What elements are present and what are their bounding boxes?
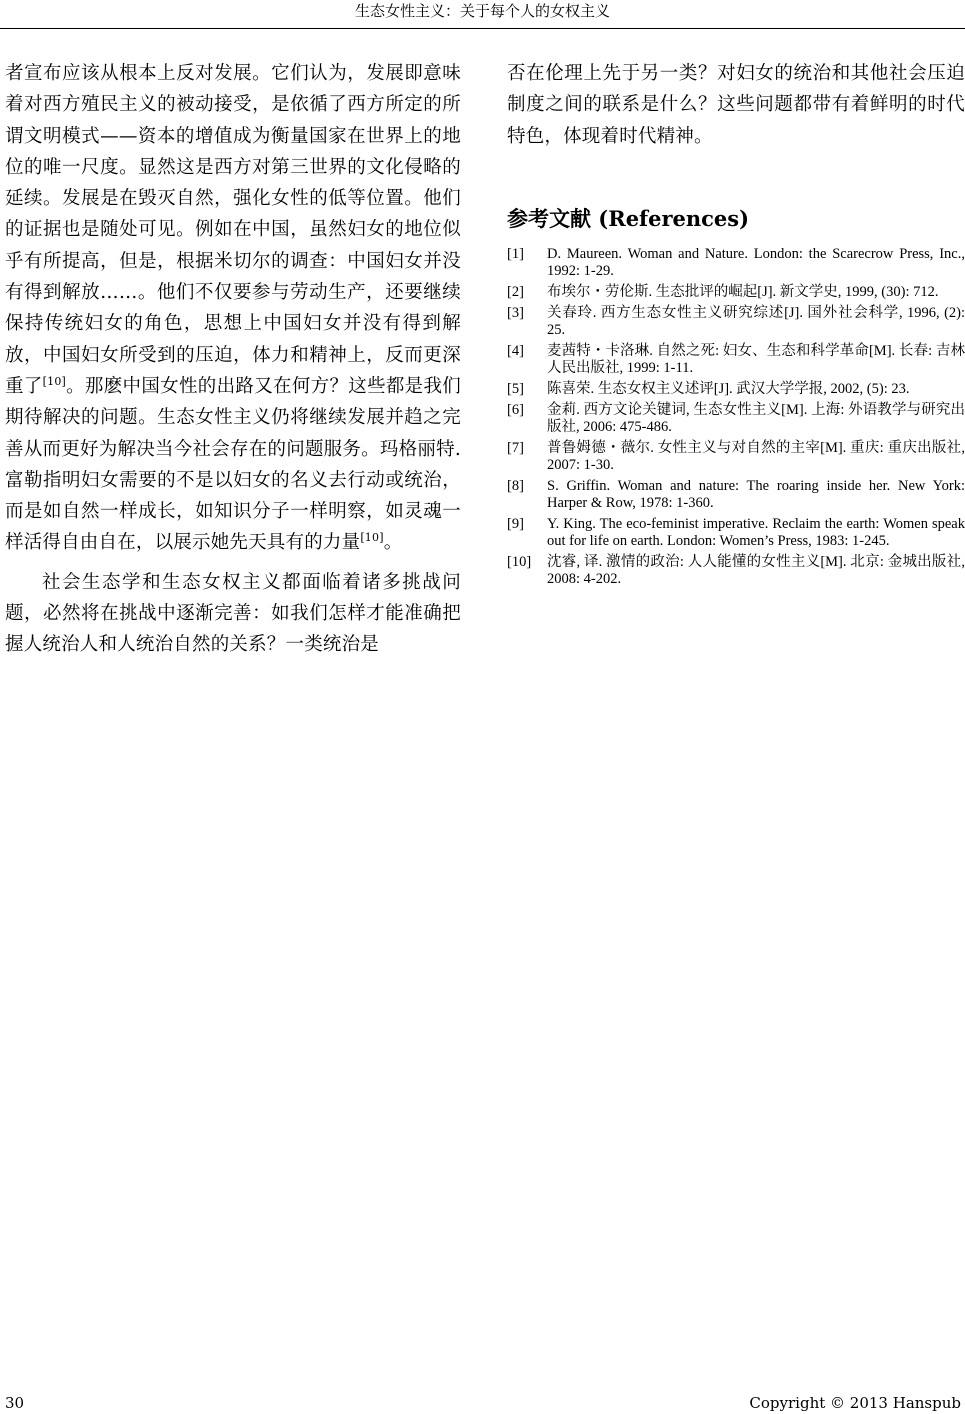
paragraph-text: 。那麽中国女性的出路又在何方？这些都是我们期待解决的问题。生态女性主义仍将继续发展并趋之完善从而更好为解决当今社会存在的问题服务。玛格丽特.富勒指明妇女需要的不是以妇女的名义去行动或统治，而是如自然一样成长，如知识分子一样明察，如灵魂一样活得自由自在，以展示她先天具有的力量 (5, 375, 462, 554)
reference-item (507, 284, 965, 301)
reference-item (507, 402, 965, 436)
reference-text: 普鲁姆德・薇尔. 女性主义与对自然的主宰[M]. 重庆: 重庆出版社, 2007: 1-30. (547, 439, 965, 473)
reference-item (507, 516, 965, 550)
reference-text: 金莉. 西方文论关键词, 生态女性主义[M]. 上海: 外语教学与研究出版社, 2006: 475-486. (547, 401, 965, 435)
running-header (0, 0, 965, 29)
reference-item (507, 381, 965, 398)
right-column (507, 58, 965, 592)
reference-item (507, 440, 965, 474)
reference-number: [3] (507, 304, 524, 321)
reference-number: [6] (507, 401, 524, 418)
reference-number: [9] (507, 515, 524, 532)
reference-item (507, 343, 965, 377)
body-paragraph (5, 58, 461, 559)
reference-text: S. Griffin. Woman and nature: The roaring inside her. New York: Harper & Row, 1978: 1-360. (547, 477, 965, 511)
reference-text: Y. King. The eco-feminist imperative. Reclaim the earth: Women speak out for life on earth. London: Women’s Press, 1983: 1-245. (547, 515, 965, 549)
page-number: 30 (5, 1394, 25, 1412)
reference-number: [8] (507, 477, 524, 494)
reference-number: [2] (507, 283, 524, 300)
reference-number: [5] (507, 380, 524, 397)
paragraph-text: 。 (383, 532, 403, 554)
reference-number: [1] (507, 245, 524, 262)
reference-item (507, 305, 965, 339)
reference-text: 陈喜荣. 生态女权主义述评[J]. 武汉大学学报, 2002, (5): 23. (547, 380, 910, 397)
reference-number: [7] (507, 439, 524, 456)
reference-text: 关春玲. 西方生态女性主义研究综述[J]. 国外社会科学, 1996, (2): 25. (547, 304, 965, 338)
running-title: 生态女性主义：关于每个人的女权主义 (354, 2, 610, 20)
reference-number: [4] (507, 342, 524, 359)
citation-marker[interactable]: [10] (360, 531, 384, 545)
references-heading: 参考文献 (References) (507, 205, 750, 231)
paragraph-text: 者宣布应该从根本上反对发展。它们认为，发展即意味着对西方殖民主义的被动接受，是依循了西方所定的所谓文明模式——资本的增值成为衡量国家在世界上的地位的唯一尺度。显然这是西方对第三世界的文化侵略的延续。发展是在毁灭自然，强化女性的低等位置。他们的证据也是随处可见。例如在中国，虽然妇女的地位似乎有所提高，但是，根据米切尔的调查：中国妇女并没有得到解放……。他们不仅要参与劳动生产，还要继续保持传统妇女的角色，思想上中国妇女并没有得到解放，中国妇女所受到的压迫，体力和精神上，反而更深重了 (5, 63, 461, 397)
reference-item (507, 554, 965, 588)
body-paragraph: 社会生态学和生态女权主义都面临着诸多挑战问题，必然将在挑战中逐渐完善：如我们怎样才能准确把握人统治人和人统治自然的关系？一类统治是 (5, 571, 461, 656)
left-column (5, 58, 461, 669)
reference-item (507, 246, 965, 280)
reference-text: 麦茜特・卡洛琳. 自然之死: 妇女、生态和科学革命[M]. 长春: 吉林人民出版社, 1999: 1-11. (547, 342, 965, 376)
reference-text: D. Maureen. Woman and Nature. London: the Scarecrow Press, Inc., 1992: 1-29. (547, 245, 965, 279)
copyright-notice: Copyright © 2013 Hanspub (749, 1394, 961, 1412)
reference-item (507, 478, 965, 512)
reference-number: [10] (507, 553, 532, 570)
reference-text: 沈睿, 译. 激情的政治: 人人能懂的女性主义[M]. 北京: 金城出版社, 2008: 4-202. (547, 553, 965, 587)
reference-text: 布埃尔・劳伦斯. 生态批评的崛起[J]. 新文学史, 1999, (30): 712. (547, 283, 939, 300)
reference-list (507, 246, 965, 588)
body-paragraph: 否在伦理上先于另一类？对妇女的统治和其他社会压迫制度之间的联系是什么？这些问题都带有着鲜明的时代特色，体现着时代精神。 (507, 63, 965, 147)
citation-marker[interactable]: [10] (42, 374, 67, 388)
